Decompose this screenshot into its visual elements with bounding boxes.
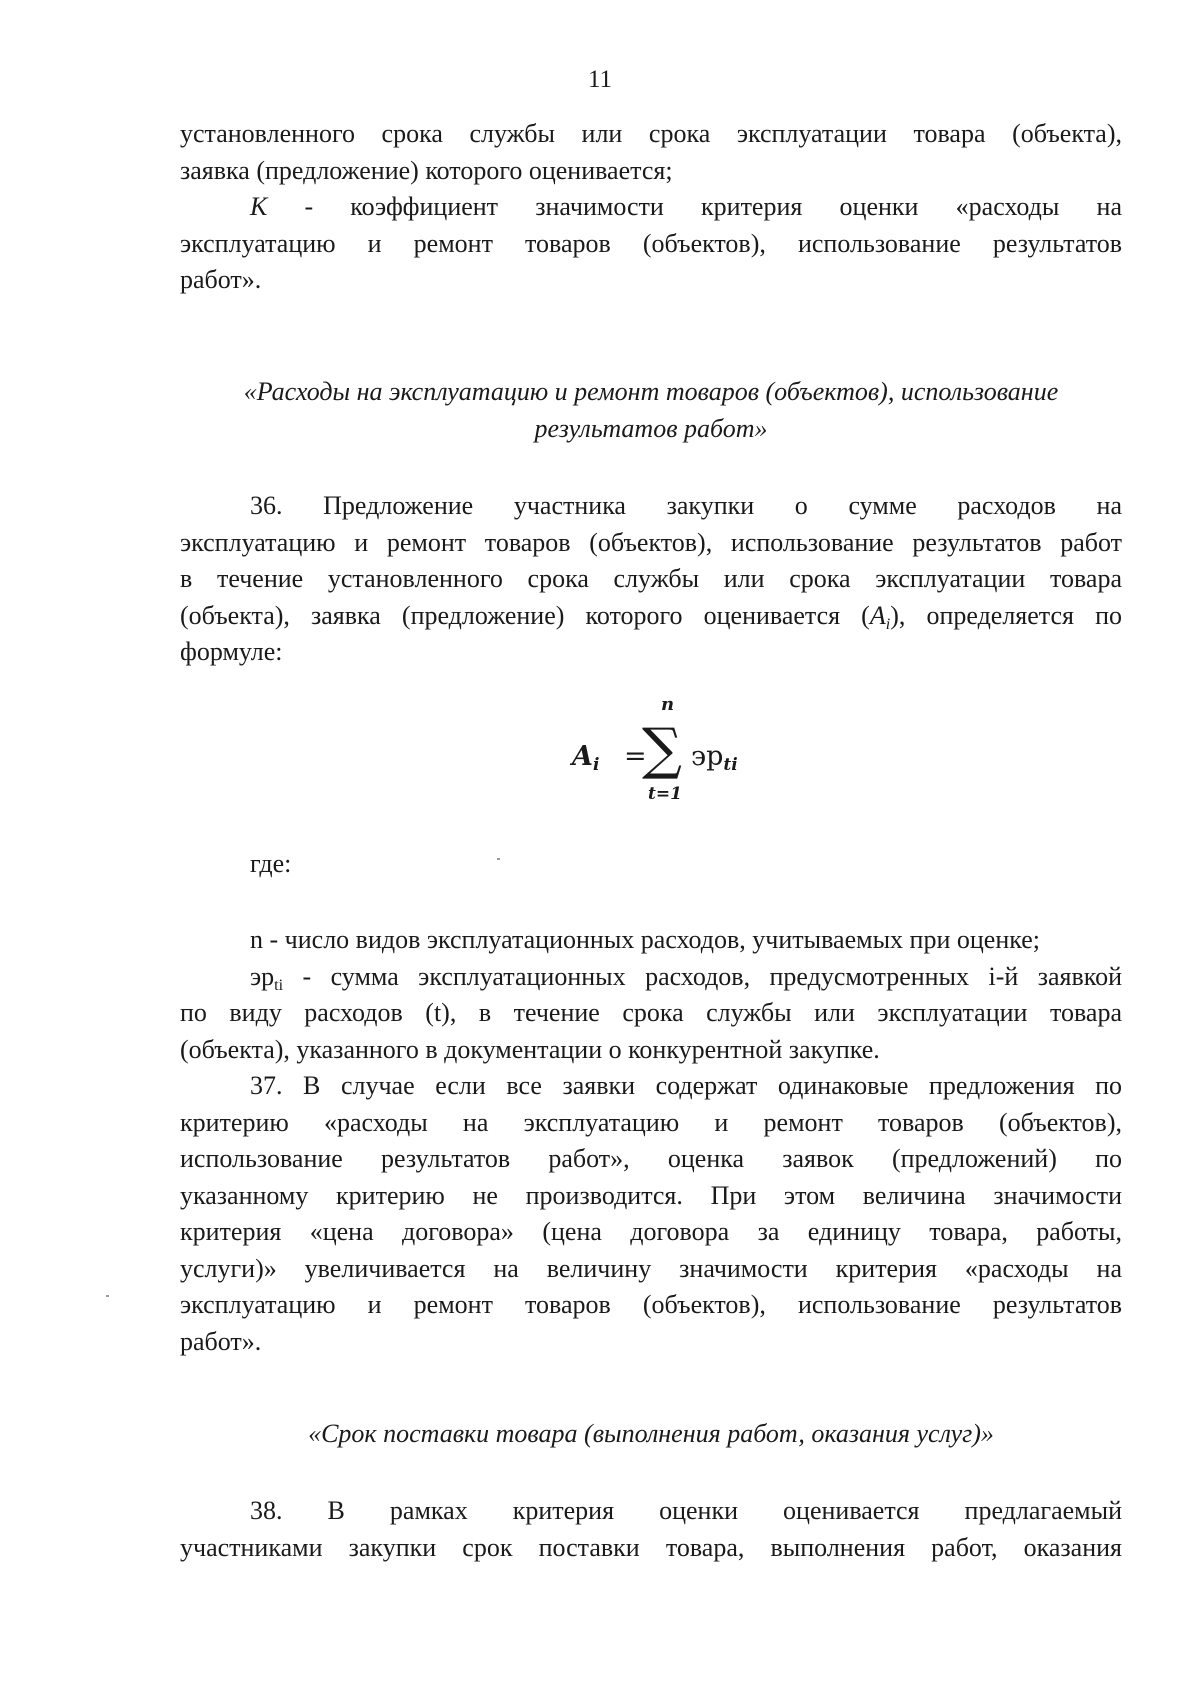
scan-speck: [106, 1295, 109, 1297]
text-line: в течение установленного срока службы или срока эксплуатации товара: [180, 564, 1122, 593]
k-symbol: К: [250, 192, 268, 221]
formula-lhs: $A_i$: [572, 741, 600, 775]
text-line: по виду расходов (t), в течение срока службы или эксплуатации товара: [180, 998, 1122, 1027]
text-line: эксплуатацию и ремонт товаров (объектов), использование результатов: [180, 228, 1122, 258]
text-fragment: ), определяется по: [890, 600, 1122, 630]
text-line: эксплуатацию и ремонт товаров (объектов), использование результатов работ: [180, 527, 1122, 557]
section-heading-delivery-term: [180, 1416, 1122, 1453]
scan-speck: [497, 858, 500, 860]
section-heading-operating-costs: [180, 374, 1122, 447]
text-line: использование результатов работ», оценка заявок (предложений) по: [180, 1144, 1122, 1173]
text-line: работ».: [180, 265, 262, 294]
text-line: 36. Предложение участника закупки о сумме расходов на: [250, 491, 1122, 520]
text-line: услуги)» увеличивается на величину значимости критерия «расходы на: [180, 1253, 1122, 1283]
er-symbol: эр: [250, 961, 275, 991]
text-line: участниками закупки срок поставки товара, выполнения работ, оказания: [180, 1532, 1122, 1562]
heading-line: «Срок поставки товара (выполнения работ, оказания услуг)»: [308, 1419, 994, 1448]
text-line: эксплуатацию и ремонт товаров (объектов), использование результатов: [180, 1290, 1122, 1319]
definitions: [180, 922, 1122, 1068]
text-line: 38. В рамках критерия оценки оценивается предлагаемый: [250, 1496, 1122, 1525]
variable-a: A: [869, 600, 886, 630]
text-line: работ».: [180, 1326, 262, 1356]
text-line: критерия «цена договора» (цена договора за единицу товара, работы,: [180, 1217, 1122, 1246]
text-line: (объекта), указанного в документации о конкурентной закупке.: [180, 1034, 880, 1064]
definition-n: n - число видов эксплуатационных расходов, учитываемых при оценке;: [250, 925, 1041, 954]
text-fragment: - сумма эксплуатационных расходов, предусмотренных i-й заявкой: [283, 961, 1122, 991]
paragraph-38: [180, 1493, 1122, 1566]
text-line: установленного срока службы или срока эксплуатации товара (объекта),: [180, 119, 1122, 148]
text-line: указанному критерию не производится. При этом величина значимости: [180, 1180, 1122, 1210]
paragraph-37: [180, 1068, 1122, 1360]
variable-subscript: i: [885, 615, 891, 633]
page-number: 11: [587, 66, 613, 93]
er-subscript: ti: [274, 976, 284, 994]
formula-term: $эр_{ti}$: [691, 741, 738, 775]
text-line: заявка (предложение) которого оценивается;: [180, 155, 673, 185]
text-line: [180, 189, 1122, 226]
text-fragment: - коэффициент значимости критерия оценки «расходы на: [267, 192, 1122, 221]
paragraph-36: [180, 488, 1122, 671]
sigma-symbol: ∑: [642, 717, 682, 782]
formula-equals: =: [624, 741, 647, 772]
where-label: где:: [250, 849, 292, 878]
text-line: формуле:: [180, 637, 283, 666]
text-line: [180, 598, 1122, 635]
heading-line: результатов работ»: [534, 413, 768, 443]
heading-line: «Расходы на эксплуатацию и ремонт товаров (объектов), использование: [243, 377, 1059, 406]
formula-upper-limit: n: [661, 694, 675, 715]
text-line: 37. В случае если все заявки содержат одинаковые предложения по: [250, 1071, 1122, 1100]
paragraph-intro: [180, 116, 1122, 299]
formula-lower-limit: t=1: [648, 784, 682, 804]
definition-er: [180, 959, 1122, 996]
text-line: критерию «расходы на эксплуатацию и ремонт товаров (объектов),: [180, 1107, 1122, 1137]
formula-sum: [560, 694, 760, 810]
text-fragment: (объекта), заявка (предложение) которого оценивается (: [180, 600, 870, 630]
